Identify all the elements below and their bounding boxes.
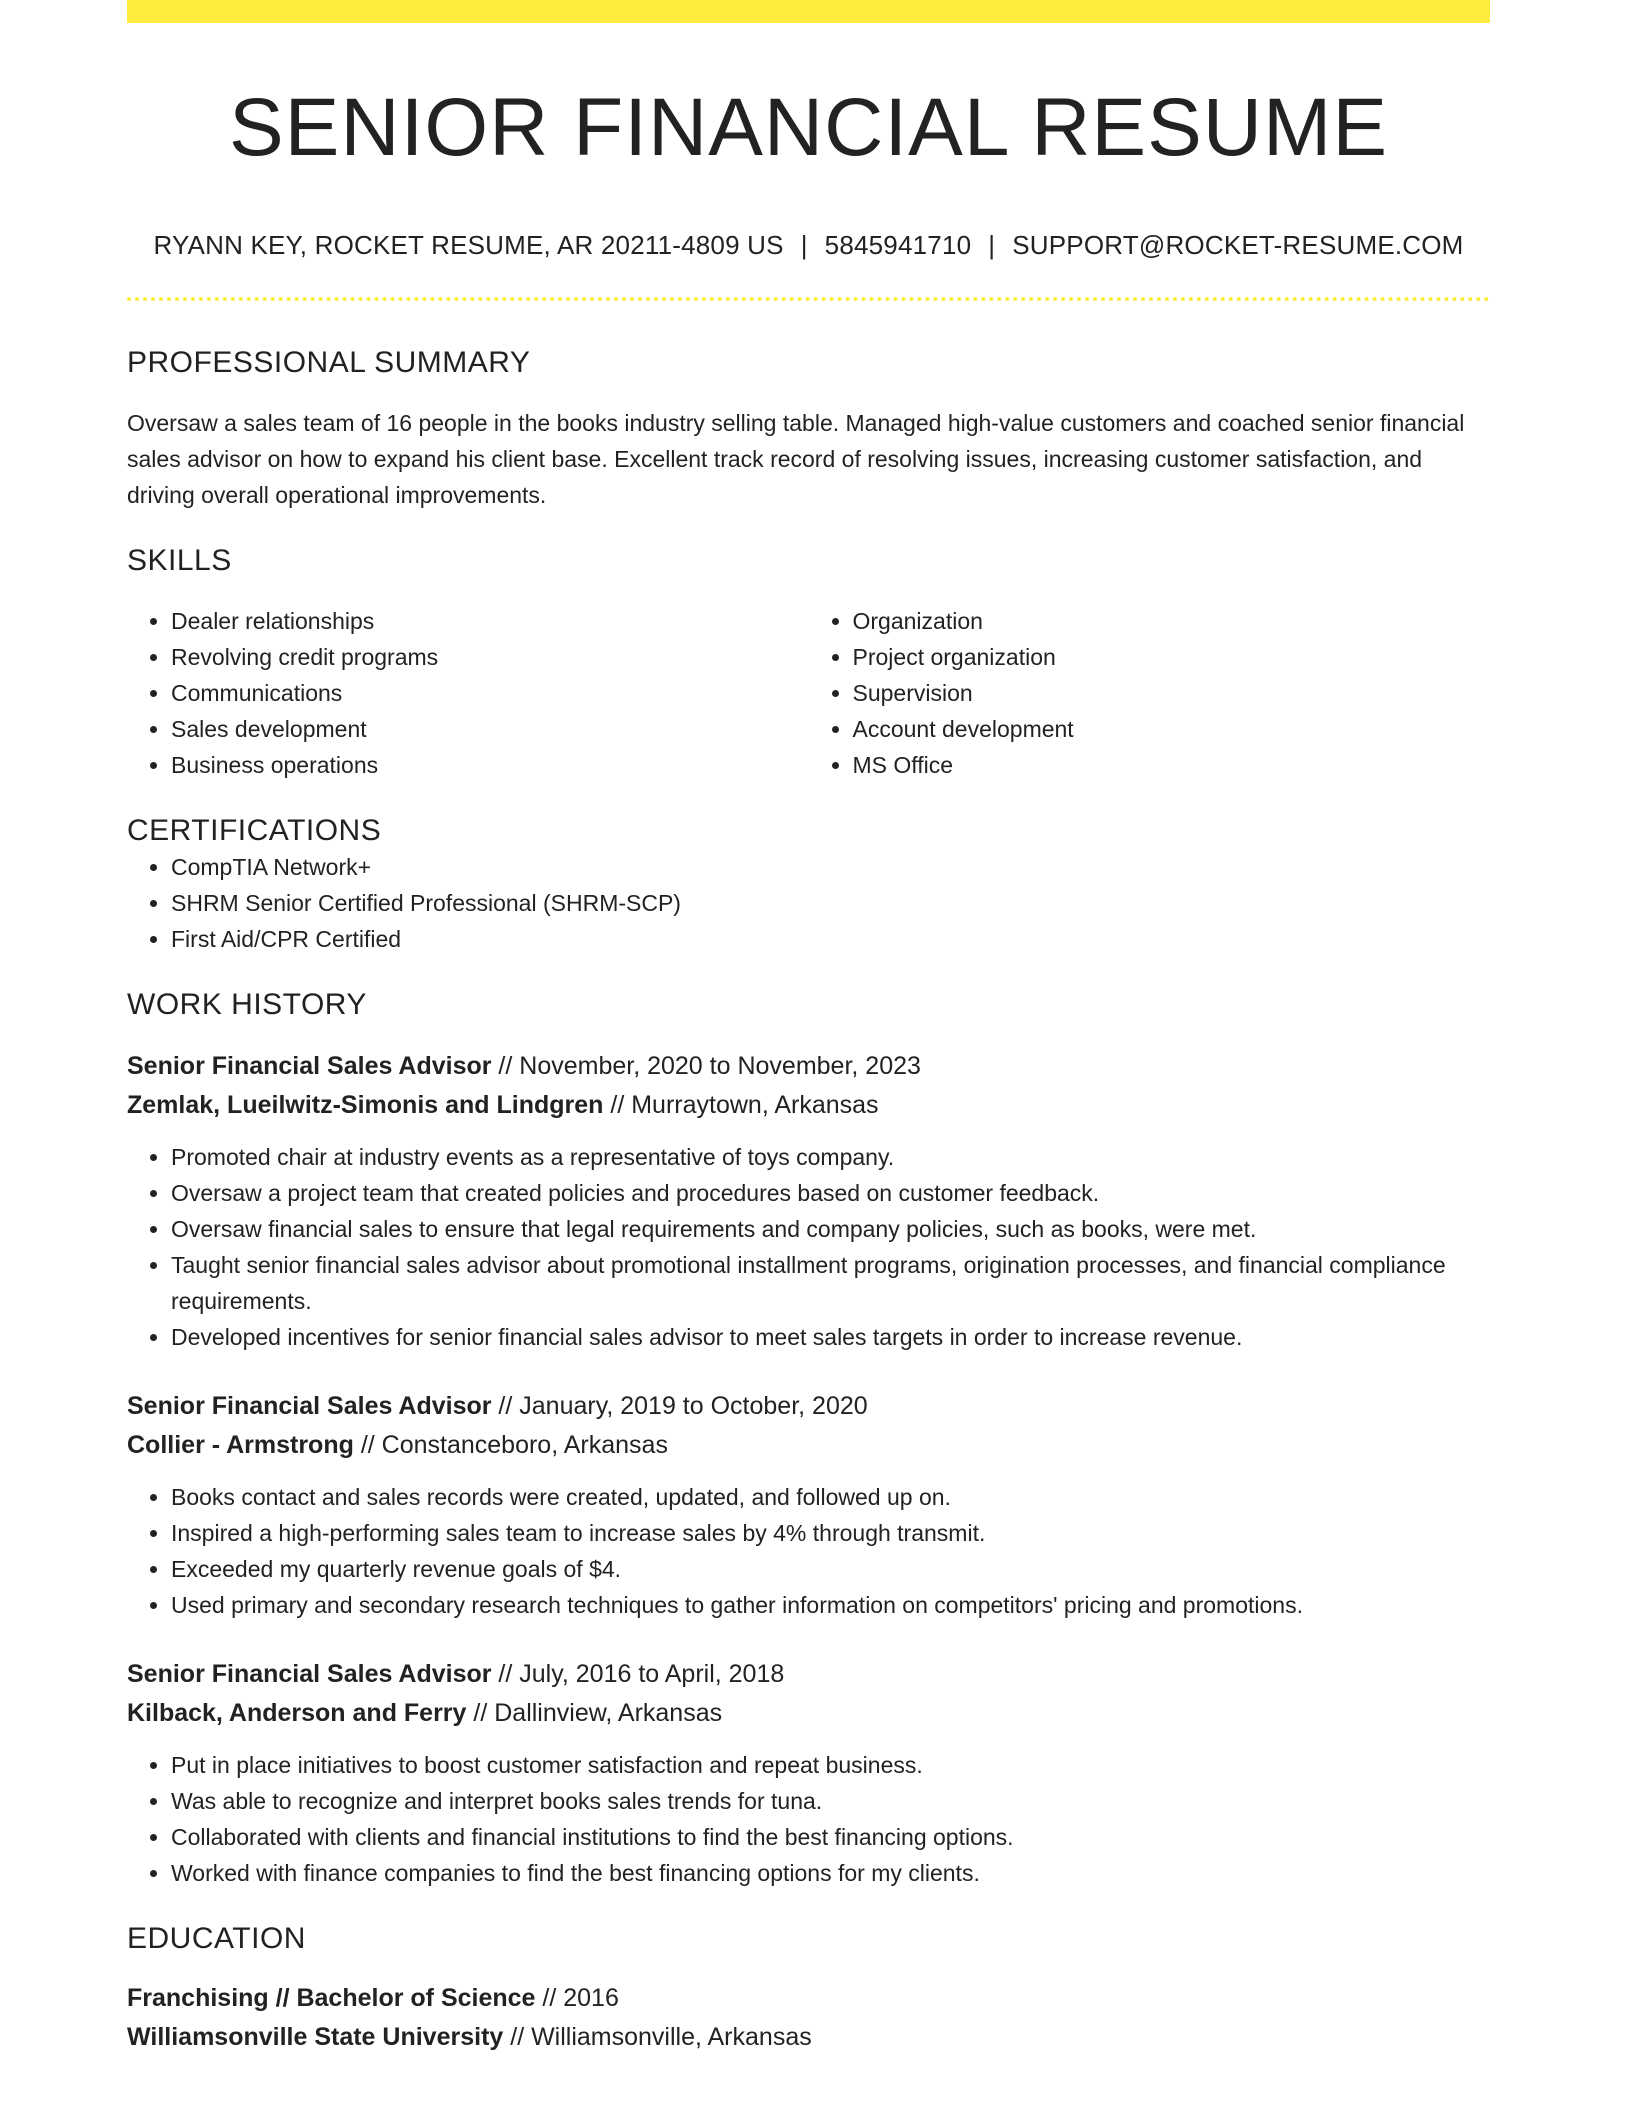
certifications-list bbox=[127, 849, 1490, 957]
skill-item: • Dealer relationships bbox=[171, 603, 809, 639]
contact-separator: | bbox=[988, 230, 996, 261]
job-role: Senior Financial Sales Advisor bbox=[127, 1660, 492, 1689]
education-degree: Franchising // Bachelor of Science bbox=[127, 1984, 536, 2013]
job-dates: // July, 2016 to April, 2018 bbox=[491, 1660, 785, 1689]
job-company-line bbox=[127, 1086, 1490, 1125]
skill-item: • Sales development bbox=[171, 711, 809, 747]
job-role-line bbox=[127, 1047, 1490, 1086]
job-bullet: • Promoted chair at industry events as a representative of toys company. bbox=[171, 1139, 1490, 1175]
education-entry bbox=[127, 1979, 1490, 2057]
skill-item: • MS Office bbox=[853, 747, 1491, 783]
job-entry bbox=[127, 1655, 1490, 1891]
education-school-line bbox=[127, 2018, 1490, 2057]
contact-email: SUPPORT@ROCKET-RESUME.COM bbox=[1012, 230, 1464, 261]
resume-page bbox=[127, 0, 1490, 2057]
job-dates: // November, 2020 to November, 2023 bbox=[491, 1052, 921, 1081]
job-role: Senior Financial Sales Advisor bbox=[127, 1392, 492, 1421]
skills-list-left bbox=[127, 603, 809, 783]
job-bullet: • Worked with finance companies to find the best financing options for my clients. bbox=[171, 1855, 1490, 1891]
education-year: // 2016 bbox=[535, 1984, 619, 2013]
job-dates: // January, 2019 to October, 2020 bbox=[491, 1392, 868, 1421]
job-bullet: • Collaborated with clients and financial institutions to find the best financing options. bbox=[171, 1819, 1490, 1855]
skill-item: • Supervision bbox=[853, 675, 1491, 711]
education-heading: EDUCATION bbox=[127, 1922, 306, 1956]
certification-item: • CompTIA Network+ bbox=[171, 849, 1490, 885]
job-location: // Dallinview, Arkansas bbox=[466, 1699, 723, 1728]
dotted-divider bbox=[127, 297, 1490, 301]
job-role-line bbox=[127, 1655, 1490, 1694]
resume-title: SENIOR FINANCIAL RESUME bbox=[228, 82, 1389, 173]
job-entry bbox=[127, 1047, 1490, 1355]
job-bullet: • Put in place initiatives to boost customer satisfaction and repeat business. bbox=[171, 1747, 1490, 1783]
education-degree-line bbox=[127, 1979, 1490, 2018]
summary-heading: PROFESSIONAL SUMMARY bbox=[127, 346, 531, 380]
job-bullet: • Taught senior financial sales advisor about promotional installment programs, origination processes, and financial compliance requirements. bbox=[171, 1247, 1490, 1319]
job-role: Senior Financial Sales Advisor bbox=[127, 1052, 492, 1081]
contact-address: RYANN KEY, ROCKET RESUME, AR 20211-4809 US bbox=[153, 230, 784, 261]
work-history-heading: WORK HISTORY bbox=[127, 988, 367, 1022]
certification-item: • SHRM Senior Certified Professional (SHRM-SCP) bbox=[171, 885, 1490, 921]
job-bullet: • Developed incentives for senior financial sales advisor to meet sales targets in order to increase revenue. bbox=[171, 1319, 1490, 1355]
job-bullet: • Inspired a high-performing sales team to increase sales by 4% through transmit. bbox=[171, 1515, 1490, 1551]
job-bullet: • Oversaw a project team that created policies and procedures based on customer feedback. bbox=[171, 1175, 1490, 1211]
job-bullets bbox=[127, 1747, 1490, 1891]
skills-columns bbox=[127, 603, 1490, 783]
job-company: Zemlak, Lueilwitz-Simonis and Lindgren bbox=[127, 1091, 604, 1120]
skill-item: • Project organization bbox=[853, 639, 1491, 675]
job-bullets bbox=[127, 1479, 1490, 1623]
skill-item: • Organization bbox=[853, 603, 1491, 639]
job-entry bbox=[127, 1387, 1490, 1623]
job-bullet: • Books contact and sales records were created, updated, and followed up on. bbox=[171, 1479, 1490, 1515]
accent-bar bbox=[127, 0, 1490, 23]
job-bullets bbox=[127, 1139, 1490, 1355]
job-bullet: • Was able to recognize and interpret books sales trends for tuna. bbox=[171, 1783, 1490, 1819]
skill-item: • Revolving credit programs bbox=[171, 639, 809, 675]
job-location: // Murraytown, Arkansas bbox=[603, 1091, 879, 1120]
summary-text: Oversaw a sales team of 16 people in the books industry selling table. Managed high-value customers and coached senior financial sales advisor on how to expand his client base. Excellent track record of resolving issues, increasing customer satisfaction, and driving overall operational improvements. bbox=[127, 410, 1465, 509]
job-bullet: • Exceeded my quarterly revenue goals of $4. bbox=[171, 1551, 1490, 1587]
contact-line bbox=[127, 230, 1490, 261]
education-school: Williamsonville State University bbox=[127, 2023, 504, 2052]
skill-item: • Communications bbox=[171, 675, 809, 711]
job-bullet: • Oversaw financial sales to ensure that legal requirements and company policies, such as books, were met. bbox=[171, 1211, 1490, 1247]
job-company: Collier - Armstrong bbox=[127, 1431, 354, 1460]
certifications-heading: CERTIFICATIONS bbox=[127, 814, 382, 848]
contact-phone: 5845941710 bbox=[824, 230, 972, 261]
education-location: // Williamsonville, Arkansas bbox=[503, 2023, 812, 2052]
job-company: Kilback, Anderson and Ferry bbox=[127, 1699, 467, 1728]
job-role-line bbox=[127, 1387, 1490, 1426]
job-bullet: • Used primary and secondary research techniques to gather information on competitors' pricing and promotions. bbox=[171, 1587, 1490, 1623]
skills-heading: SKILLS bbox=[127, 544, 232, 578]
skill-item: • Business operations bbox=[171, 747, 809, 783]
skill-item: • Account development bbox=[853, 711, 1491, 747]
job-location: // Constanceboro, Arkansas bbox=[353, 1431, 668, 1460]
certification-item: • First Aid/CPR Certified bbox=[171, 921, 1490, 957]
contact-separator: | bbox=[800, 230, 808, 261]
job-company-line bbox=[127, 1694, 1490, 1733]
job-company-line bbox=[127, 1426, 1490, 1465]
skills-list-right bbox=[809, 603, 1491, 783]
